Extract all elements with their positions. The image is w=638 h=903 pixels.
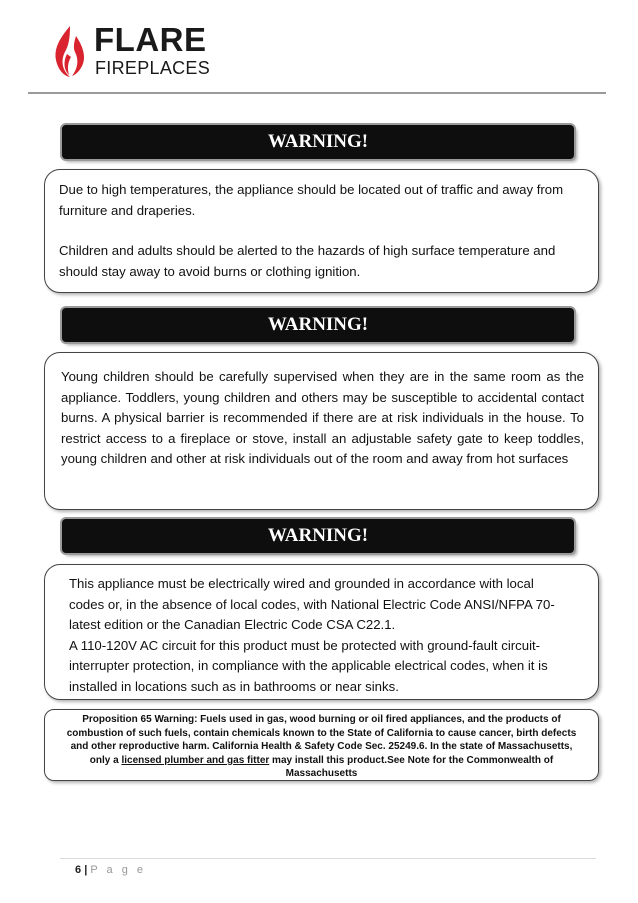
warning-title-3: WARNING! <box>62 519 574 553</box>
warning-2-paragraph-1: Young children should be carefully supervised when they are in the same room as the appliance. Toddlers, young children and others may be susceptible to accidental contact burns. A physical barrier is recommended if there are at risk individuals in the house. To restrict access to a fireplace or stove, install an adjustable safety gate to keep toddles, young children and other at risk individuals out of the room and away from hot surfaces <box>61 369 584 466</box>
warning-1-paragraph-2: Children and adults should be alerted to the hazards of high surface temperature and should stay away to avoid burns or clothing ignition. <box>59 243 556 279</box>
footer-divider <box>60 858 596 859</box>
brand-name: FLARE <box>94 21 207 58</box>
warning-3-paragraph-1: This appliance must be electrically wired and grounded in accordance with local codes or, in the absence of local codes, with National Electric Code ANSI/NFPA 70-latest edition or the Canadian Electric Code CSA C22.1. <box>69 576 555 632</box>
page-number: 6 <box>75 864 82 876</box>
page-footer <box>75 864 146 876</box>
prop65-text-end: may install this product.See Note for the Commonwealth of Massachusetts <box>269 754 554 779</box>
warning-3-paragraph-2: A 110-120V AC circuit for this product must be protected with ground-fault circuit-interrupter protection, in compliance with the applicable electrical codes, when it is installed in locations such as in bathrooms or near sinks. <box>69 637 548 694</box>
flame-icon <box>50 24 90 78</box>
prop65-underlined-text: licensed plumber and gas fitter <box>121 754 270 766</box>
warning-title-2: WARNING! <box>62 308 574 342</box>
warning-1-paragraph-1: Due to high temperatures, the appliance should be located out of traffic and away from furniture and draperies. <box>59 182 564 218</box>
warning-box-2 <box>44 352 599 510</box>
prop65-box <box>44 709 599 781</box>
page-separator: | <box>84 864 88 876</box>
warning-box-3 <box>44 564 599 700</box>
page-label: P a g e <box>90 864 146 876</box>
header-divider <box>28 92 606 94</box>
warning-title-1: WARNING! <box>62 125 574 159</box>
brand-logo <box>50 22 250 80</box>
brand-subname: FIREPLACES <box>95 58 211 78</box>
warning-box-1 <box>44 169 599 293</box>
prop65-text-start: Proposition 65 Warning: Fuels used in gas, wood burning or oil fired appliances, and the products of combustion of such fuels, contain chemicals known to the State of California to cause cancer, birth defects and other reproductive harm. California Health & Safety Code Sec. 25249.6. In the state of Massachusetts, only a <box>66 714 577 766</box>
